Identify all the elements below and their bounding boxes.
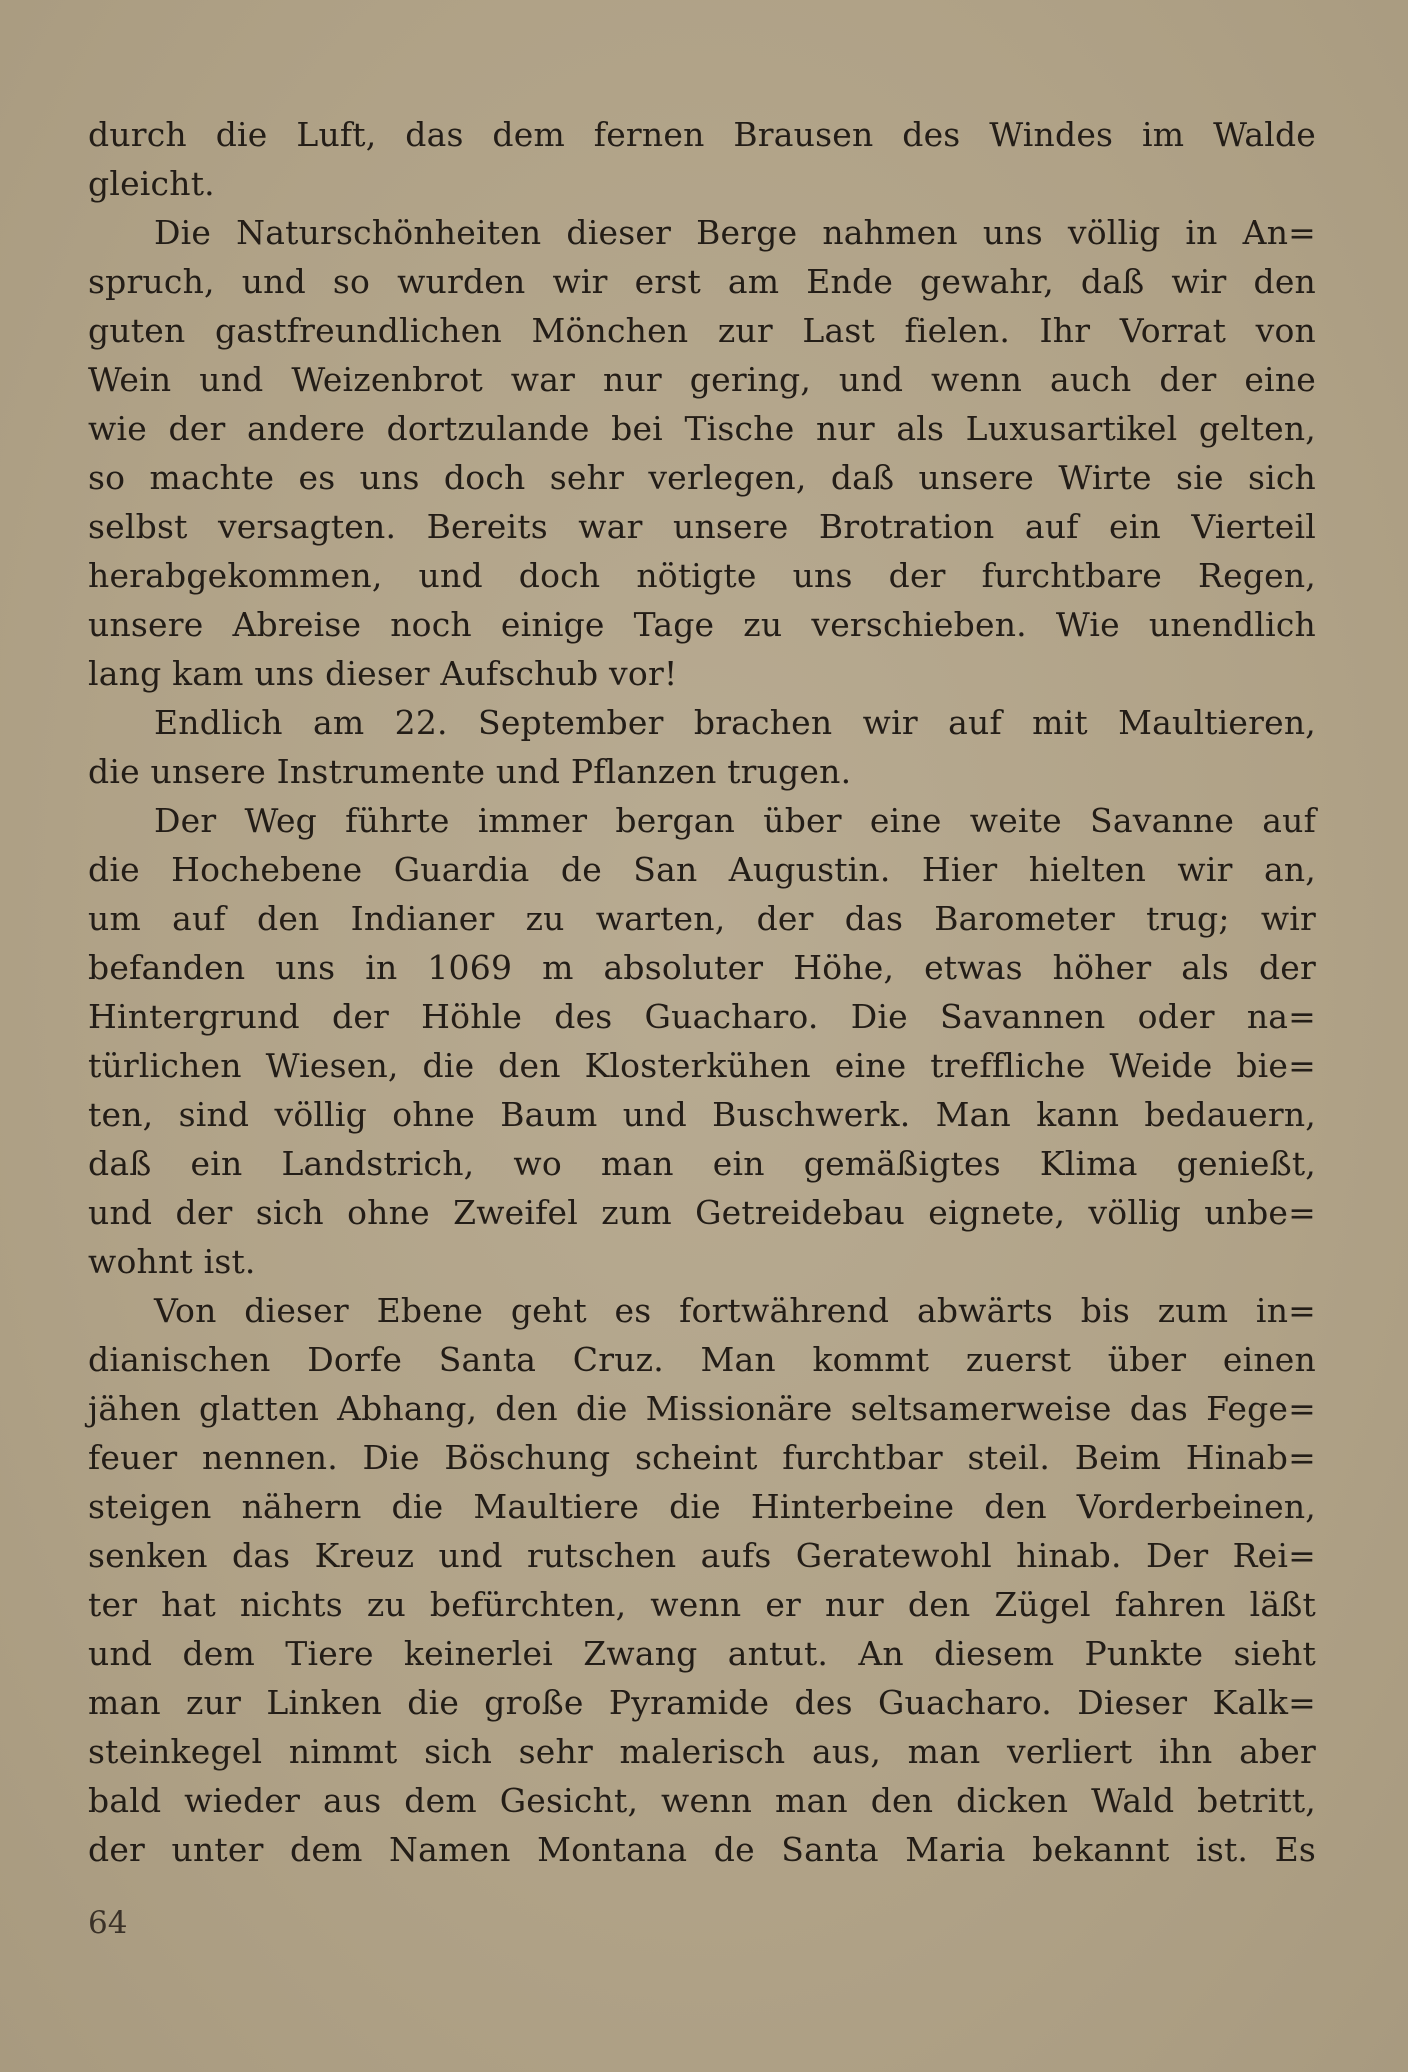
text-line: bald wieder aus dem Gesicht, wenn man den dicken Wald betritt,	[88, 1781, 1316, 1820]
text-line: man zur Linken die große Pyramide des Guacharo. Dieser Kalk=	[88, 1683, 1316, 1722]
text-line: durch die Luft, das dem fernen Brausen des Windes im Walde	[88, 115, 1316, 154]
text-line: um auf den Indianer zu warten, der das Barometer trug; wir	[88, 899, 1316, 938]
text-line: und der sich ohne Zweifel zum Getreidebau eignete, völlig unbe=	[88, 1193, 1316, 1232]
text-line: ter hat nichts zu befürchten, wenn er nur den Zügel fahren läßt	[88, 1585, 1316, 1624]
text-line: feuer nennen. Die Böschung scheint furchtbar steil. Beim Hinab=	[88, 1438, 1316, 1477]
text-line: steinkegel nimmt sich sehr malerisch aus, man verliert ihn aber	[88, 1732, 1316, 1771]
text-line: selbst versagten. Bereits war unsere Brotration auf ein Vierteil	[88, 507, 1316, 546]
text-line: Die Naturschönheiten dieser Berge nahmen uns völlig in An=	[154, 213, 1316, 252]
text-line: so machte es uns doch sehr verlegen, daß unsere Wirte sie sich	[88, 458, 1316, 497]
text-line: der unter dem Namen Montana de Santa Maria bekannt ist. Es	[88, 1830, 1316, 1869]
text-line: gleicht.	[88, 164, 215, 203]
text-line: Von dieser Ebene geht es fortwährend abwärts bis zum in=	[154, 1291, 1316, 1330]
text-line: die Hochebene Guardia de San Augustin. Hier hielten wir an,	[88, 850, 1316, 889]
text-line: herabgekommen, und doch nötigte uns der furchtbare Regen,	[88, 556, 1316, 595]
text-line: senken das Kreuz und rutschen aufs Geratewohl hinab. Der Rei=	[88, 1536, 1316, 1575]
page-number: 64	[88, 1905, 128, 1941]
text-line: Der Weg führte immer bergan über eine weite Savanne auf	[154, 801, 1316, 840]
text-line: Endlich am 22. September brachen wir auf mit Maultieren,	[154, 703, 1316, 742]
text-line: ten, sind völlig ohne Baum und Buschwerk. Man kann bedauern,	[88, 1095, 1316, 1134]
text-line: die unsere Instrumente und Pflanzen trugen.	[88, 752, 852, 791]
body-text	[88, 110, 1316, 1874]
text-line: steigen nähern die Maultiere die Hinterbeine den Vorderbeinen,	[88, 1487, 1316, 1526]
text-line: dianischen Dorfe Santa Cruz. Man kommt zuerst über einen	[88, 1340, 1316, 1379]
text-line: lang kam uns dieser Aufschub vor!	[88, 654, 678, 693]
text-line: und dem Tiere keinerlei Zwang antut. An diesem Punkte sieht	[88, 1634, 1316, 1673]
text-line: wie der andere dortzulande bei Tische nur als Luxusartikel gelten,	[88, 409, 1316, 448]
text-line: wohnt ist.	[88, 1242, 256, 1281]
text-line: daß ein Landstrich, wo man ein gemäßigtes Klima genießt,	[88, 1144, 1316, 1183]
text-line: türlichen Wiesen, die den Klosterkühen eine treffliche Weide bie=	[88, 1046, 1316, 1085]
text-line: unsere Abreise noch einige Tage zu verschieben. Wie unendlich	[88, 605, 1316, 644]
text-line: Hintergrund der Höhle des Guacharo. Die Savannen oder na=	[88, 997, 1316, 1036]
text-line: spruch, und so wurden wir erst am Ende gewahr, daß wir den	[88, 262, 1316, 301]
text-line: befanden uns in 1069 m absoluter Höhe, etwas höher als der	[88, 948, 1316, 987]
text-line: jähen glatten Abhang, den die Missionäre seltsamerweise das Fege=	[88, 1389, 1316, 1428]
text-line: guten gastfreundlichen Mönchen zur Last fielen. Ihr Vorrat von	[88, 311, 1316, 350]
text-line: Wein und Weizenbrot war nur gering, und wenn auch der eine	[88, 360, 1316, 399]
